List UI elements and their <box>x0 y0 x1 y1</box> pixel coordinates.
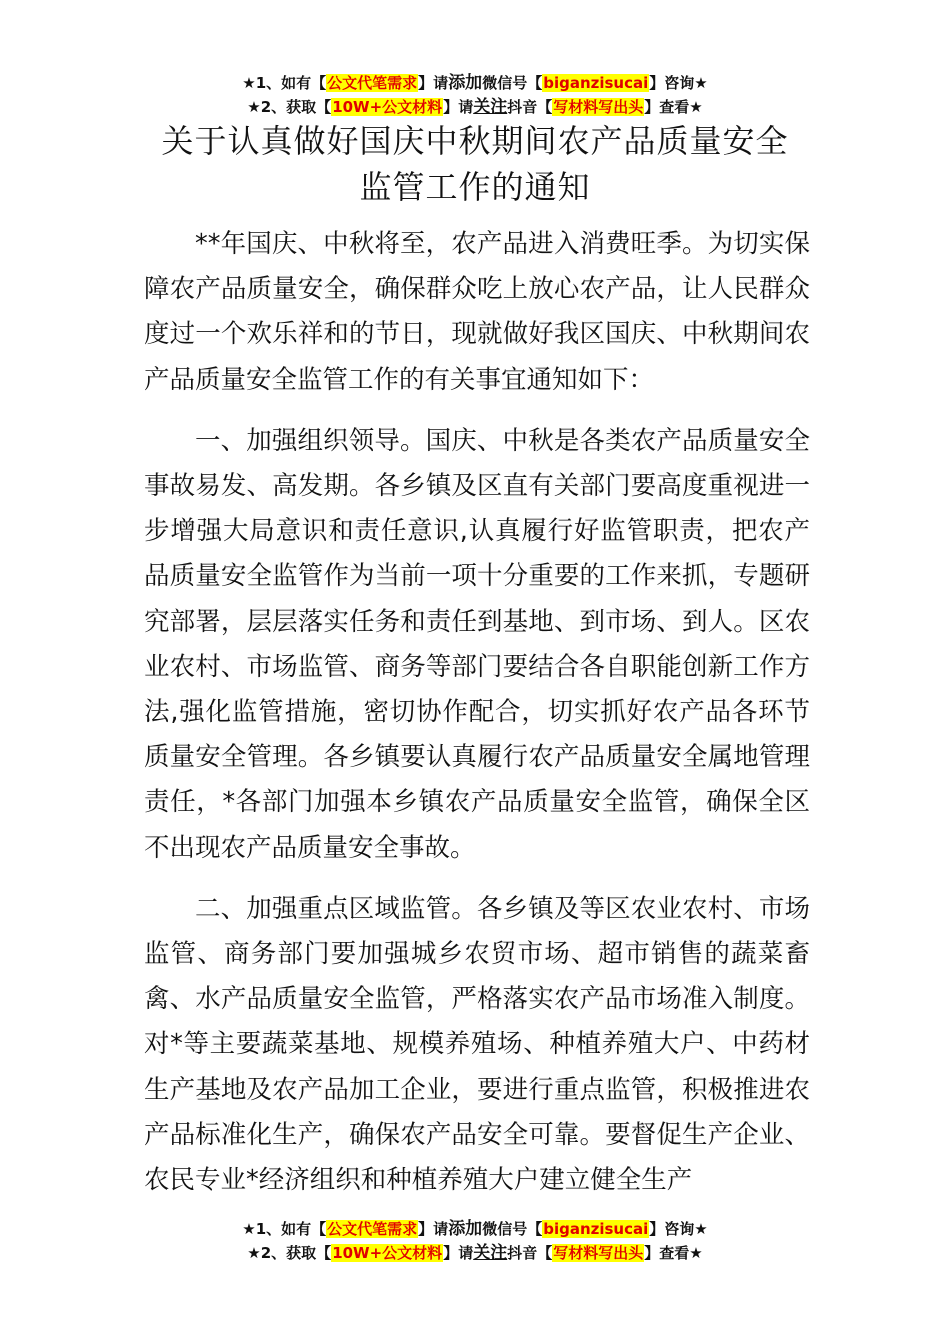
ad-line1-mid1: 】请 <box>418 74 449 92</box>
paragraph-section-1: 一、加强组织领导。国庆、中秋是各类农产品质量安全事故易发、高发期。各乡镇及区直有关部门要高度重视进一步增强大局意识和责任意识,认真履行好监管职责，把农产品质量安全监管作为当前一项十分重要的工作来抓，专题研究部署，层层落实任务和责任到基地、到市场、到人。区农业农村、市场监管、商务等部门要结合各自职能创新工作方法,强化监管措施，密切协作配合，切实抓好农产品各环节质量安全管理。各乡镇要认真履行农产品质量安全属地管理责任，*各部门加强本乡镇农产品质量安全监管，确保全区不出现农产品质量安全事故。 <box>144 425 810 863</box>
ad-line-1 <box>0 71 950 95</box>
paragraph-section-2: 二、加强重点区域监管。各乡镇及等区农业农村、市场监管、商务部门要加强城乡农贸市场、超市销售的蔬菜畜禽、水产品质量安全监管，严格落实农产品市场准入制度。对*等主要蔬菜基地、规模养殖场、种植养殖大户、中药材生产基地及农产品加工企业，要进行重点监管，积极推进农产品标准化生产，确保农产品安全可靠。要督促生产企业、农民专业*经济组织和种植养殖大户建立健全生产 <box>144 893 810 1196</box>
ad-line-1 <box>0 1217 950 1241</box>
ad-highlight-service: 公文代笔需求 <box>327 1220 418 1238</box>
title-line-1: 关于认真做好国庆中秋期间农产品质量安全 <box>161 122 789 160</box>
ad-line1-suffix: 】咨询★ <box>649 74 708 92</box>
ad-line-2 <box>0 95 950 119</box>
ad-highlight-wechat-id: biganzisucai <box>543 1220 649 1238</box>
document-title <box>0 118 950 210</box>
ad-line2-prefix: ★2、获取【 <box>247 98 332 116</box>
ad-line2-mid2: 抖音【 <box>507 98 553 116</box>
ad-line2-suffix: 】查看★ <box>644 1244 703 1262</box>
ad-line1-mid2: 微信号【 <box>482 1220 543 1238</box>
ad-highlight-materials: 10W+公文材料 <box>332 98 443 116</box>
ad-line2-emphasis: 关注 <box>473 97 508 117</box>
ad-highlight-wechat-id: biganzisucai <box>543 74 649 92</box>
ad-highlight-douyin: 写材料写出头 <box>553 98 644 116</box>
ad-line2-suffix: 】查看★ <box>644 98 703 116</box>
ad-line2-prefix: ★2、获取【 <box>247 1244 332 1262</box>
ad-line1-mid2: 微信号【 <box>482 74 543 92</box>
ad-line2-mid2: 抖音【 <box>507 1244 553 1262</box>
ad-line1-suffix: 】咨询★ <box>649 1220 708 1238</box>
ad-line1-mid1: 】请 <box>418 1220 449 1238</box>
ad-line2-mid1: 】请 <box>443 1244 474 1262</box>
footer-ad-block <box>0 1217 950 1265</box>
ad-line1-prefix: ★1、如有【 <box>242 74 327 92</box>
ad-highlight-service: 公文代笔需求 <box>327 74 418 92</box>
ad-line2-emphasis: 关注 <box>473 1243 508 1263</box>
ad-line1-emphasis: 添加 <box>448 1219 483 1239</box>
paragraph-intro: **年国庆、中秋将至，农产品进入消费旺季。为切实保障农产品质量安全，确保群众吃上放心农产品，让人民群众度过一个欢乐祥和的节日，现就做好我区国庆、中秋期间农产品质量安全监管工作的有关事宜通知如下： <box>144 229 810 395</box>
ad-line-2 <box>0 1241 950 1265</box>
ad-line1-prefix: ★1、如有【 <box>242 1220 327 1238</box>
ad-highlight-materials: 10W+公文材料 <box>332 1244 443 1262</box>
ad-line2-mid1: 】请 <box>443 98 474 116</box>
header-ad-block <box>0 71 950 119</box>
ad-line1-emphasis: 添加 <box>448 73 483 93</box>
ad-highlight-douyin: 写材料写出头 <box>553 1244 644 1262</box>
document-body <box>144 222 810 1219</box>
title-line-2: 监管工作的通知 <box>359 168 591 206</box>
